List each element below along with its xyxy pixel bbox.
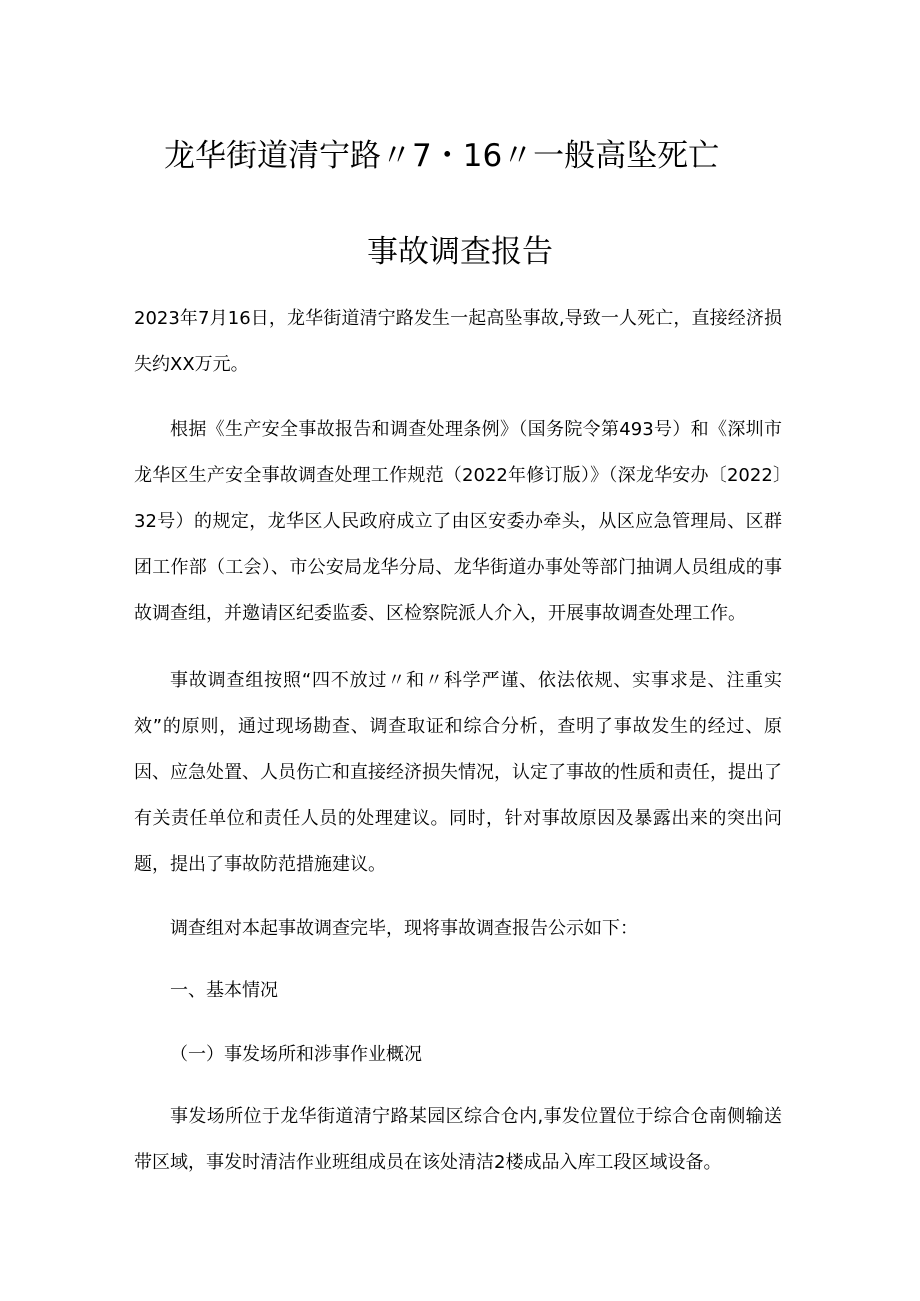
- paragraph-investigation-principles: 事故调查组按照“四不放过〃和〃科学严谨、依法依规、实事求是、注重实效”的原则，通过现场勘查、调查取证和综合分析，查明了事故发生的经过、原因、应急处置、人员伤亡和直接经济损失情况，认定了事故的性质和责任，提出了有关责任单位和责任人员的处理建议。同时，针对事故原因及暴露出来的突出问题，提出了事故防范措施建议。: [134, 670, 782, 875]
- paragraph-summary: 2023年7月16日，龙华街道清宁路发生一起高坠事故,导致一人死亡，直接经济损失约XX万元。: [134, 308, 782, 375]
- paragraph-site-description: 事发场所位于龙华街道清宁路某园区综合仓内,事发位置位于综合仓南侧输送带区域，事发时清洁作业班组成员在该处清洁2楼成品入库工段区域设备。: [134, 1106, 782, 1173]
- subsection-heading-site-overview: （一）事发场所和涉事作业概况: [170, 1044, 422, 1065]
- section-heading-basic-info: 一、基本情况: [170, 980, 278, 1001]
- report-title-line-1: 龙华街道清宁路〃7・16〃一般高坠死亡: [164, 138, 720, 174]
- paragraph-announcement: 调查组对本起事故调查完毕，现将事故调查报告公示如下：: [170, 918, 638, 939]
- report-title-line-2: 事故调查报告: [367, 234, 553, 270]
- paragraph-legal-basis: 根据《生产安全事故报告和调查处理条例》（国务院令第493号）和《深圳市龙华区生产安全事故调查处理工作规范（2022年修订版）》（深龙华安办〔2022〕32号）的规定，龙华区人民政府成立了由区安委办牵头，从区应急管理局、区群团工作部（工会）、市公安局龙华分局、龙华街道办事处等部门抽调人员组成的事故调查组，并邀请区纪委监委、区检察院派人介入，开展事故调查处理工作。: [134, 419, 782, 624]
